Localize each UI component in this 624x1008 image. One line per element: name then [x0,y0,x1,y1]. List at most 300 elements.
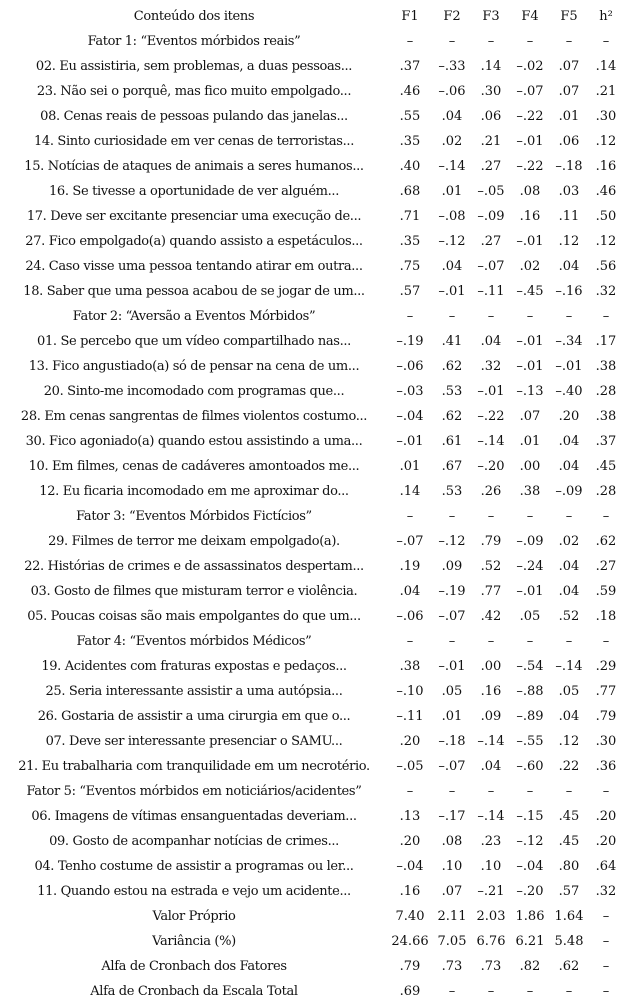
loading-f3: .30 [480,84,502,99]
table-row [0,379,624,404]
loading-f3: .42 [480,609,502,624]
communality-h2: .59 [595,584,617,599]
loading-f4: –.60 [516,759,544,774]
loading-f2: .09 [441,559,463,574]
table-row [0,754,624,779]
table-row [0,604,624,629]
row-label: 02. Eu assistiria, sem problemas, a duas pessoas... [35,59,353,74]
header-f5: F5 [560,9,578,24]
loading-f4: –.89 [516,709,544,724]
communality-h2: .28 [595,484,617,499]
loading-f1: –.04 [396,859,424,874]
loading-f4: – [526,984,534,999]
table-row [0,729,624,754]
loading-f2: – [448,309,456,324]
communality-h2: .56 [595,259,617,274]
row-label: 05. Poucas coisas são mais empolgantes do que um... [27,609,361,624]
loading-f4: –.09 [516,534,544,549]
loading-f2: –.19 [438,584,466,599]
communality-h2: .46 [595,184,617,199]
loading-f3: .21 [480,134,502,149]
communality-h2: .17 [595,334,617,349]
loading-f2: –.14 [438,159,466,174]
communality-h2: – [602,784,610,799]
table-row [0,104,624,129]
loading-f2: .05 [441,684,463,699]
loading-f5: 1.64 [554,909,584,924]
loading-f3: –.14 [477,434,505,449]
communality-h2: .79 [595,709,617,724]
loading-f2: –.18 [438,734,466,749]
loading-f2: .41 [441,334,463,349]
communality-h2: – [602,909,610,924]
loading-f2: .53 [441,484,463,499]
loading-f1: .68 [399,184,421,199]
loading-f3: –.07 [477,259,505,274]
table-row [0,179,624,204]
loading-f4: –.20 [516,884,544,899]
loading-f5: .04 [558,459,580,474]
loading-f1: –.10 [396,684,424,699]
loading-f3: 2.03 [476,909,506,924]
loading-f4: –.22 [516,109,544,124]
loading-f5: .62 [558,959,580,974]
loading-f5: – [565,309,573,324]
loading-f1: –.06 [396,609,424,624]
loading-f4: .38 [519,484,541,499]
loading-f2: –.07 [438,609,466,624]
loading-f5: 5.48 [554,934,584,949]
loading-f2: .04 [441,109,463,124]
loading-f3: .00 [480,659,502,674]
loading-f4: 6.21 [515,934,545,949]
loading-f3: .04 [480,759,502,774]
table-row [0,79,624,104]
communality-h2: .30 [595,109,617,124]
row-label: 14. Sinto curiosidade em ver cenas de terroristas... [34,134,354,149]
table-row [0,404,624,429]
row-label: 01. Se percebo que um vídeo compartilhado nas... [37,334,351,349]
table-row [0,829,624,854]
row-label: 19. Acidentes com fraturas expostas e pedaços... [41,659,347,674]
loading-f3: –.22 [477,409,505,424]
loading-f3: .27 [480,159,502,174]
loading-f4: –.24 [516,559,544,574]
loading-f1: .71 [399,209,421,224]
loading-f1: .75 [399,259,421,274]
loading-f5: .45 [558,834,580,849]
row-label: 17. Deve ser excitante presenciar uma execução de... [26,209,362,224]
loading-f3: .26 [480,484,502,499]
loading-f2: –.17 [438,809,466,824]
loading-f4: –.45 [516,284,544,299]
loading-f1: .37 [399,59,421,74]
loading-f2: –.01 [438,284,466,299]
row-label: 29. Filmes de terror me deixam empolgado(a). [48,534,340,549]
communality-h2: .77 [595,684,617,699]
loading-f5: – [565,984,573,999]
header-items-content: Conteúdo dos itens [133,9,255,24]
loading-f2: .53 [441,384,463,399]
loading-f4: – [526,34,534,49]
row-label: 30. Fico agoniado(a) quando estou assistindo a uma... [25,434,363,449]
row-label: 11. Quando estou na estrada e vejo um acidente... [37,884,351,899]
loading-f4: –.07 [516,84,544,99]
loading-f1: –.04 [396,409,424,424]
loading-f3: .04 [480,334,502,349]
loading-f1: .55 [399,109,421,124]
loading-f3: .77 [480,584,502,599]
row-label: 24. Caso visse uma pessoa tentando atirar em outra... [25,259,363,274]
loading-f2: .01 [441,184,463,199]
row-label: Fator 3: “Eventos Mórbidos Fictícios” [76,509,312,524]
communality-h2: – [602,934,610,949]
loading-f3: .14 [480,59,502,74]
row-label: Fator 2: “Aversão a Eventos Mórbidos” [72,309,316,324]
loading-f4: –.01 [516,584,544,599]
communality-h2: – [602,634,610,649]
table-row [0,354,624,379]
communality-h2: .20 [595,809,617,824]
loading-f3: –.09 [477,209,505,224]
loading-f2: .07 [441,884,463,899]
loading-f2: –.12 [438,234,466,249]
communality-h2: .50 [595,209,617,224]
loading-f3: –.14 [477,734,505,749]
loading-f1: –.07 [396,534,424,549]
loading-f1: –.11 [396,709,424,724]
table-row [0,279,624,304]
row-label: 09. Gosto de acompanhar notícias de crimes... [49,834,339,849]
table-row [0,979,624,1004]
communality-h2: .12 [595,234,617,249]
loading-f4: –.01 [516,234,544,249]
loading-f2: –.01 [438,659,466,674]
loading-f2: –.07 [438,759,466,774]
loading-f5: – [565,634,573,649]
table-row [0,429,624,454]
loading-f5: –.14 [555,659,583,674]
loading-f4: .82 [519,959,541,974]
loading-f3: –.20 [477,459,505,474]
communality-h2: .21 [595,84,617,99]
loading-f3: – [487,784,495,799]
table-row [0,804,624,829]
loading-f5: .04 [558,434,580,449]
loading-f1: .57 [399,284,421,299]
loading-f2: – [448,634,456,649]
row-label: 27. Fico empolgado(a) quando assisto a espetáculos... [25,234,363,249]
table-row [0,504,624,529]
loading-f3: .10 [480,859,502,874]
loading-f5: – [565,34,573,49]
row-label: Valor Próprio [152,909,236,924]
loading-f1: –.03 [396,384,424,399]
communality-h2: .38 [595,359,617,374]
loading-f5: .04 [558,584,580,599]
loading-f2: .61 [441,434,463,449]
loading-f1: .14 [399,484,421,499]
loading-f3: – [487,984,495,999]
communality-h2: .32 [595,884,617,899]
header-f4: F4 [521,9,539,24]
communality-h2: .38 [595,409,617,424]
loading-f1: .01 [399,459,421,474]
communality-h2: .14 [595,59,617,74]
loading-f5: .80 [558,859,580,874]
row-label: 08. Cenas reais de pessoas pulando das janelas... [40,109,348,124]
loading-f1: –.06 [396,359,424,374]
loading-f3: .09 [480,709,502,724]
loading-f3: –.21 [477,884,505,899]
row-label: 12. Eu ficaria incomodado em me aproximar do... [39,484,349,499]
loading-f1: .79 [399,959,421,974]
row-label: Alfa de Cronbach da Escala Total [90,984,298,999]
table-row [0,129,624,154]
table-row [0,554,624,579]
loading-f1: –.05 [396,759,424,774]
loading-f5: .06 [558,134,580,149]
loading-f4: –.13 [516,384,544,399]
loading-f2: – [448,509,456,524]
loading-f1: .69 [399,984,421,999]
loading-f3: –.01 [477,384,505,399]
loading-f5: –.09 [555,484,583,499]
loading-f1: .38 [399,659,421,674]
table-row [0,529,624,554]
loading-f3: .79 [480,534,502,549]
loading-f5: .07 [558,84,580,99]
table-row [0,629,624,654]
row-label: 18. Saber que uma pessoa acabou de se jogar de um... [23,284,365,299]
loading-f5: –.01 [555,359,583,374]
loading-f1: .16 [399,884,421,899]
loading-f4: .01 [519,434,541,449]
loading-f5: .22 [558,759,580,774]
loading-f4: –.12 [516,834,544,849]
loading-f2: .73 [441,959,463,974]
communality-h2: .36 [595,759,617,774]
loading-f1: .04 [399,584,421,599]
communality-h2: – [602,984,610,999]
communality-h2: .12 [595,134,617,149]
header-f2: F2 [443,9,461,24]
table-row [0,479,624,504]
loading-f1: .20 [399,734,421,749]
loading-f4: .07 [519,409,541,424]
table-row [0,304,624,329]
loading-f5: .04 [558,709,580,724]
header-h2: h² [599,9,613,24]
loading-f1: – [406,309,414,324]
row-label: 07. Deve ser interessante presenciar o SAMU... [45,734,343,749]
loading-f4: .05 [519,609,541,624]
loading-f4: –.15 [516,809,544,824]
communality-h2: .37 [595,434,617,449]
communality-h2: – [602,959,610,974]
loading-f1: – [406,784,414,799]
loading-f1: .35 [399,234,421,249]
loading-f1: –.01 [396,434,424,449]
loading-f4: –.01 [516,134,544,149]
loading-f5: –.18 [555,159,583,174]
table-row [0,154,624,179]
row-label: 22. Histórias de crimes e de assassinatos despertam... [24,559,364,574]
loading-f5: .11 [558,209,580,224]
loading-f5: – [565,509,573,524]
loading-f1: .46 [399,84,421,99]
loading-f2: –.12 [438,534,466,549]
loading-f3: .06 [480,109,502,124]
loading-f5: .07 [558,59,580,74]
row-label: Fator 5: “Eventos mórbidos em noticiários/acidentes” [26,784,362,799]
row-label: Fator 4: “Eventos mórbidos Médicos” [76,634,312,649]
row-label: 26. Gostaria de assistir a uma cirurgia em que o... [37,709,351,724]
loading-f1: –.19 [396,334,424,349]
header-f3: F3 [482,9,500,24]
loading-f4: –.02 [516,59,544,74]
loading-f5: .45 [558,809,580,824]
table-row [0,579,624,604]
loading-f3: 6.76 [476,934,506,949]
communality-h2: .45 [595,459,617,474]
loading-f5: .57 [558,884,580,899]
loading-f2: .04 [441,259,463,274]
loading-f2: 2.11 [437,909,467,924]
table-row [0,854,624,879]
loading-f3: .52 [480,559,502,574]
communality-h2: .64 [595,859,617,874]
loading-f2: –.06 [438,84,466,99]
communality-h2: – [602,34,610,49]
loading-f1: – [406,34,414,49]
loading-f1: .40 [399,159,421,174]
loading-f4: – [526,309,534,324]
communality-h2: – [602,509,610,524]
communality-h2: .32 [595,284,617,299]
table-row [0,254,624,279]
table-row [0,779,624,804]
row-label: 13. Fico angustiado(a) só de pensar na cena de um... [28,359,360,374]
row-label: 15. Notícias de ataques de animais a seres humanos... [24,159,364,174]
row-label: 21. Eu trabalharia com tranquilidade em um necrotério. [18,759,370,774]
loading-f4: .16 [519,209,541,224]
loading-f1: 7.40 [395,909,425,924]
loading-f2: – [448,784,456,799]
table-header-row [0,4,624,29]
communality-h2: .20 [595,834,617,849]
table-row [0,654,624,679]
loading-f5: .04 [558,559,580,574]
loading-f5: –.40 [555,384,583,399]
loading-f3: –.05 [477,184,505,199]
loading-f1: .20 [399,834,421,849]
row-label: 10. Em filmes, cenas de cadáveres amontoados me... [28,459,360,474]
loading-f2: .02 [441,134,463,149]
communality-h2: .30 [595,734,617,749]
table-row [0,454,624,479]
row-label: 28. Em cenas sangrentas de filmes violentos costumo... [20,409,368,424]
row-label: 06. Imagens de vítimas ensanguentadas deveriam... [31,809,357,824]
loading-f1: – [406,509,414,524]
loading-f2: .62 [441,409,463,424]
communality-h2: .62 [595,534,617,549]
row-label: 03. Gosto de filmes que misturam terror e violência. [30,584,358,599]
communality-h2: .29 [595,659,617,674]
loading-f5: .01 [558,109,580,124]
loading-f5: – [565,784,573,799]
table-row [0,954,624,979]
communality-h2: .27 [595,559,617,574]
table-row [0,704,624,729]
loading-f1: .19 [399,559,421,574]
loading-f5: .04 [558,259,580,274]
loading-f1: .35 [399,134,421,149]
header-f1: F1 [401,9,419,24]
loading-f3: .27 [480,234,502,249]
loading-f4: 1.86 [515,909,545,924]
loading-f4: – [526,509,534,524]
table-row [0,904,624,929]
loading-f2: – [448,34,456,49]
loading-f2: .67 [441,459,463,474]
loading-f4: – [526,784,534,799]
communality-h2: .18 [595,609,617,624]
loading-f5: .52 [558,609,580,624]
loading-f3: .16 [480,684,502,699]
loading-f1: 24.66 [391,934,429,949]
loading-f1: – [406,634,414,649]
loading-f4: –.54 [516,659,544,674]
row-label: Alfa de Cronbach dos Fatores [101,959,287,974]
communality-h2: – [602,309,610,324]
loading-f3: –.11 [477,284,505,299]
loading-f2: –.08 [438,209,466,224]
loading-f3: – [487,634,495,649]
loading-f3: .73 [480,959,502,974]
row-label: Fator 1: “Eventos mórbidos reais” [87,34,301,49]
table-row [0,54,624,79]
loading-f5: .05 [558,684,580,699]
loading-f4: –.88 [516,684,544,699]
loading-f3: – [487,509,495,524]
row-label: 23. Não sei o porquê, mas fico muito empolgado... [36,84,352,99]
table-row [0,929,624,954]
loading-f4: –.04 [516,859,544,874]
table-row [0,329,624,354]
loading-f3: – [487,309,495,324]
loading-f4: .02 [519,259,541,274]
loading-f4: –.55 [516,734,544,749]
loading-f2: –.33 [438,59,466,74]
loading-f4: –.01 [516,334,544,349]
loading-f2: .62 [441,359,463,374]
loading-f3: .32 [480,359,502,374]
communality-h2: .16 [595,159,617,174]
loading-f4: –.22 [516,159,544,174]
row-label: 16. Se tivesse a oportunidade de ver alguém... [49,184,339,199]
row-label: Variância (%) [152,934,236,949]
loading-f2: 7.05 [437,934,467,949]
table-row [0,29,624,54]
loading-f5: .03 [558,184,580,199]
loading-f5: .12 [558,234,580,249]
loading-f5: .12 [558,734,580,749]
loading-f5: .20 [558,409,580,424]
loading-f3: –.14 [477,809,505,824]
loading-f5: .02 [558,534,580,549]
row-label: 25. Seria interessante assistir a uma autópsia... [45,684,343,699]
